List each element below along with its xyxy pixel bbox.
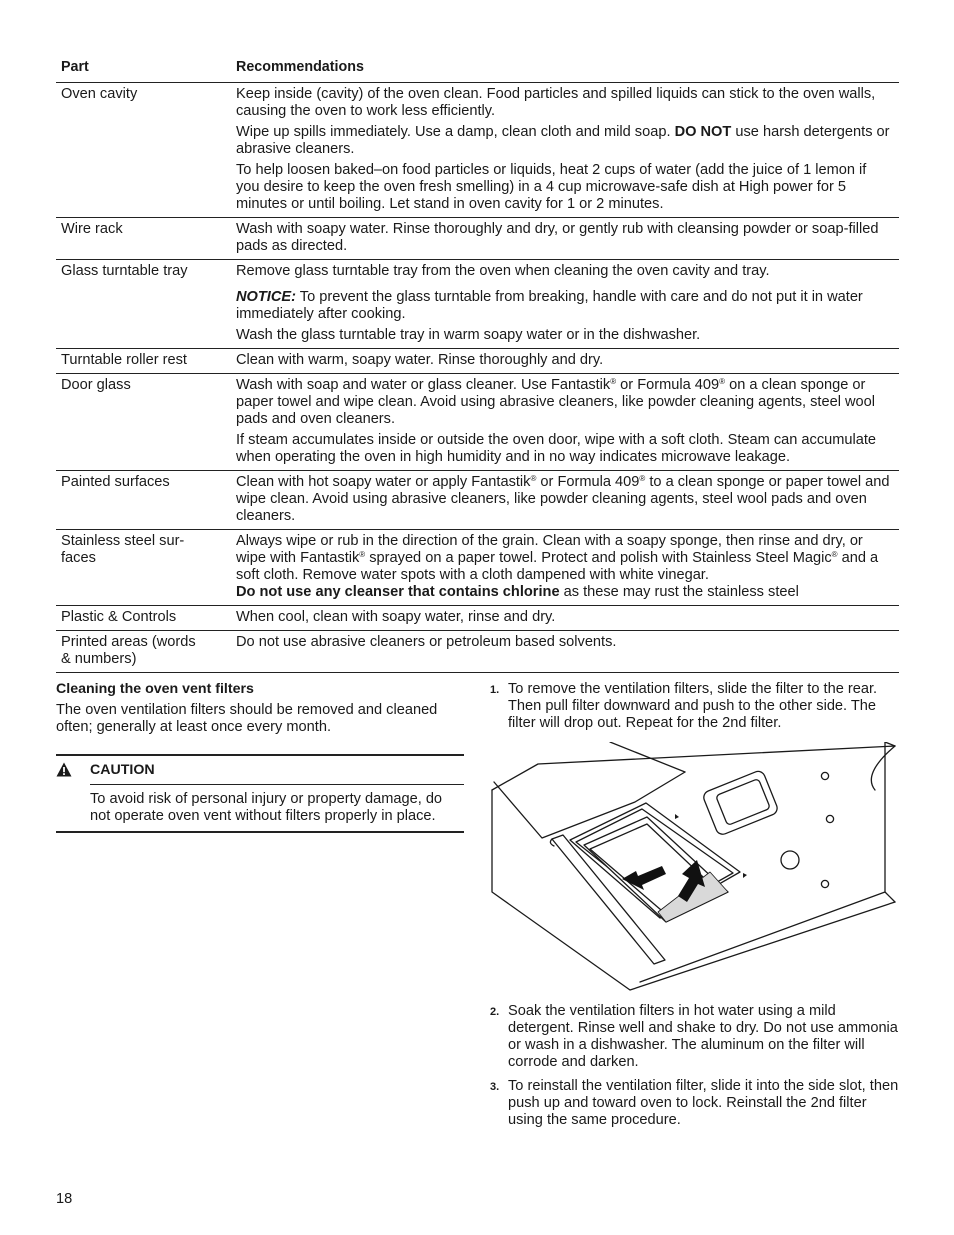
table-row [56,530,899,606]
part-cell: Plastic & Controls [61,609,177,625]
recommendation-cell [236,86,899,213]
step-item [490,1003,900,1071]
section-intro: The oven ventilation filters should be removed and cleaned often; generally at least once every month. [56,702,438,735]
part-cell: Door glass [61,377,131,393]
table-row [56,218,899,260]
vent-filter-section [56,681,464,736]
page-number: 18 [56,1191,73,1207]
recommendation-text: Wash the glass turntable tray in warm soapy water or in the dishwasher. [236,327,701,343]
recommendation-text: Remove glass turntable tray from the oven when cleaning the oven cavity and tray. [236,263,770,279]
table-row [56,374,899,471]
step-number: 1. [490,684,500,696]
section-heading: Cleaning the oven vent filters [56,681,254,697]
part-cell: Turntable roller rest [61,352,187,368]
notice-label: NOTICE: [236,289,296,305]
step-item [490,681,900,732]
cleaning-table [56,59,899,673]
recommendation-cell [236,474,899,525]
recommendation-text: Clean with hot soapy water or apply Fantastik® or Formula 409® to a clean sponge or paper towel and wipe clean. Avoid using abrasive cleaners, like powder cleaning agents, steel wool pads and oven cleaners. [236,474,890,524]
recommendation-text: Wash with soap and water or glass cleaner. Use Fantastik® or Formula 409® on a clean sponge or paper towel and wipe clean. Avoid using abrasive cleaners, like powder cleaning agents, steel wool pads and oven cleaners. [236,377,876,427]
recommendation-text: When cool, clean with soapy water, rinse and dry. [236,609,556,625]
table-header [56,59,899,83]
step-text: To reinstall the ventilation filter, slide it into the side slot, then push up and toward oven to lock. Reinstall the 2nd filter using the same procedure. [508,1078,899,1128]
recommendation-text: Keep inside (cavity) of the oven clean. Food particles and spilled liquids can stick to the oven walls, causing the oven to work less efficiently. [236,86,876,119]
step-text: Soak the ventilation filters in hot water using a mild detergent. Rinse well and shake to dry. Do not use ammonia or wash in a dishwasher. The aluminum on the filter will corrode and darken. [508,1003,898,1070]
table-row [56,606,899,631]
recommendation-cell [236,533,899,601]
recommendation-cell [236,377,899,466]
step-number: 2. [490,1006,500,1018]
step-number: 3. [490,1081,500,1093]
table-row [56,260,899,349]
part-cell: Glass turntable tray [61,263,188,279]
table-row [56,471,899,530]
recommendation-cell [236,352,899,369]
step-text: To remove the ventilation filters, slide the filter to the rear. Then pull filter downward and push to the other side. The filter will drop out. Repeat for the 2nd filter. [508,681,878,731]
step-item [490,1078,900,1129]
part-cell: Oven cavity [61,86,138,102]
table-row [56,349,899,374]
part-cell: Painted surfaces [61,474,170,490]
recommendation-cell [236,263,899,344]
recommendation-text: Wash with soapy water. Rinse thoroughly and dry, or gently rub with cleansing powder or soap-filled pads as directed. [236,221,879,254]
recommendation-text: Always wipe or rub in the direction of the grain. Clean with a soapy sponge, then rinse and dry, or wipe with Fantastik® sprayed on a paper towel. Protect and polish with Stainless Steel Magic® and a soft cloth. Remove water spots with a cloth dampened with white vinegar. Do not use any cleanser that contains chlorine as these may rust the stainless steel [236,533,879,600]
recommendation-text: To help loosen baked–on food particles or liquids, heat 2 cups of water (add the juice of 1 lemon if you desire to keep the oven fresh smelling) in a 4 cup microwave-safe dish at High power for 5 minutes or until boiling. Let stand in oven cavity for 1 or 2 minutes. [236,162,867,212]
column-header-part: Part [61,59,89,75]
caution-box [56,754,464,833]
recommendation-cell [236,609,899,626]
table-row [56,631,899,673]
part-cell: Printed areas (words & numbers) [61,634,196,667]
caution-title: CAUTION [90,761,155,778]
recommendation-text: Do not use abrasive cleaners or petroleum based solvents. [236,634,617,650]
recommendation-text: If steam accumulates inside or outside the oven door, wipe with a soft cloth. Steam can accumulate when operating the oven in high humidity and in no way indicates microwave leakage. [236,432,877,465]
part-cell: Wire rack [61,221,123,237]
recommendation-cell [236,634,899,668]
recommendation-text: Wipe up spills immediately. Use a damp, clean cloth and mild soap. DO NOT use harsh detergents or abrasive cleaners. [236,124,890,157]
column-header-recommendations: Recommendations [236,59,364,75]
table-row [56,83,899,218]
recommendation-cell [236,221,899,255]
warning-triangle-icon [56,762,72,777]
notice-text: NOTICE: To prevent the glass turntable from breaking, handle with care and do not put it in water immediately after cooking. [236,289,863,322]
caution-text: To avoid risk of personal injury or property damage, do not operate oven vent without filters properly in place. [90,791,443,824]
part-cell: Stainless steel sur-faces [61,533,185,566]
recommendation-text: Clean with warm, soapy water. Rinse thoroughly and dry. [236,352,604,368]
vent-filter-illustration [490,742,899,994]
caution-header [90,756,464,785]
